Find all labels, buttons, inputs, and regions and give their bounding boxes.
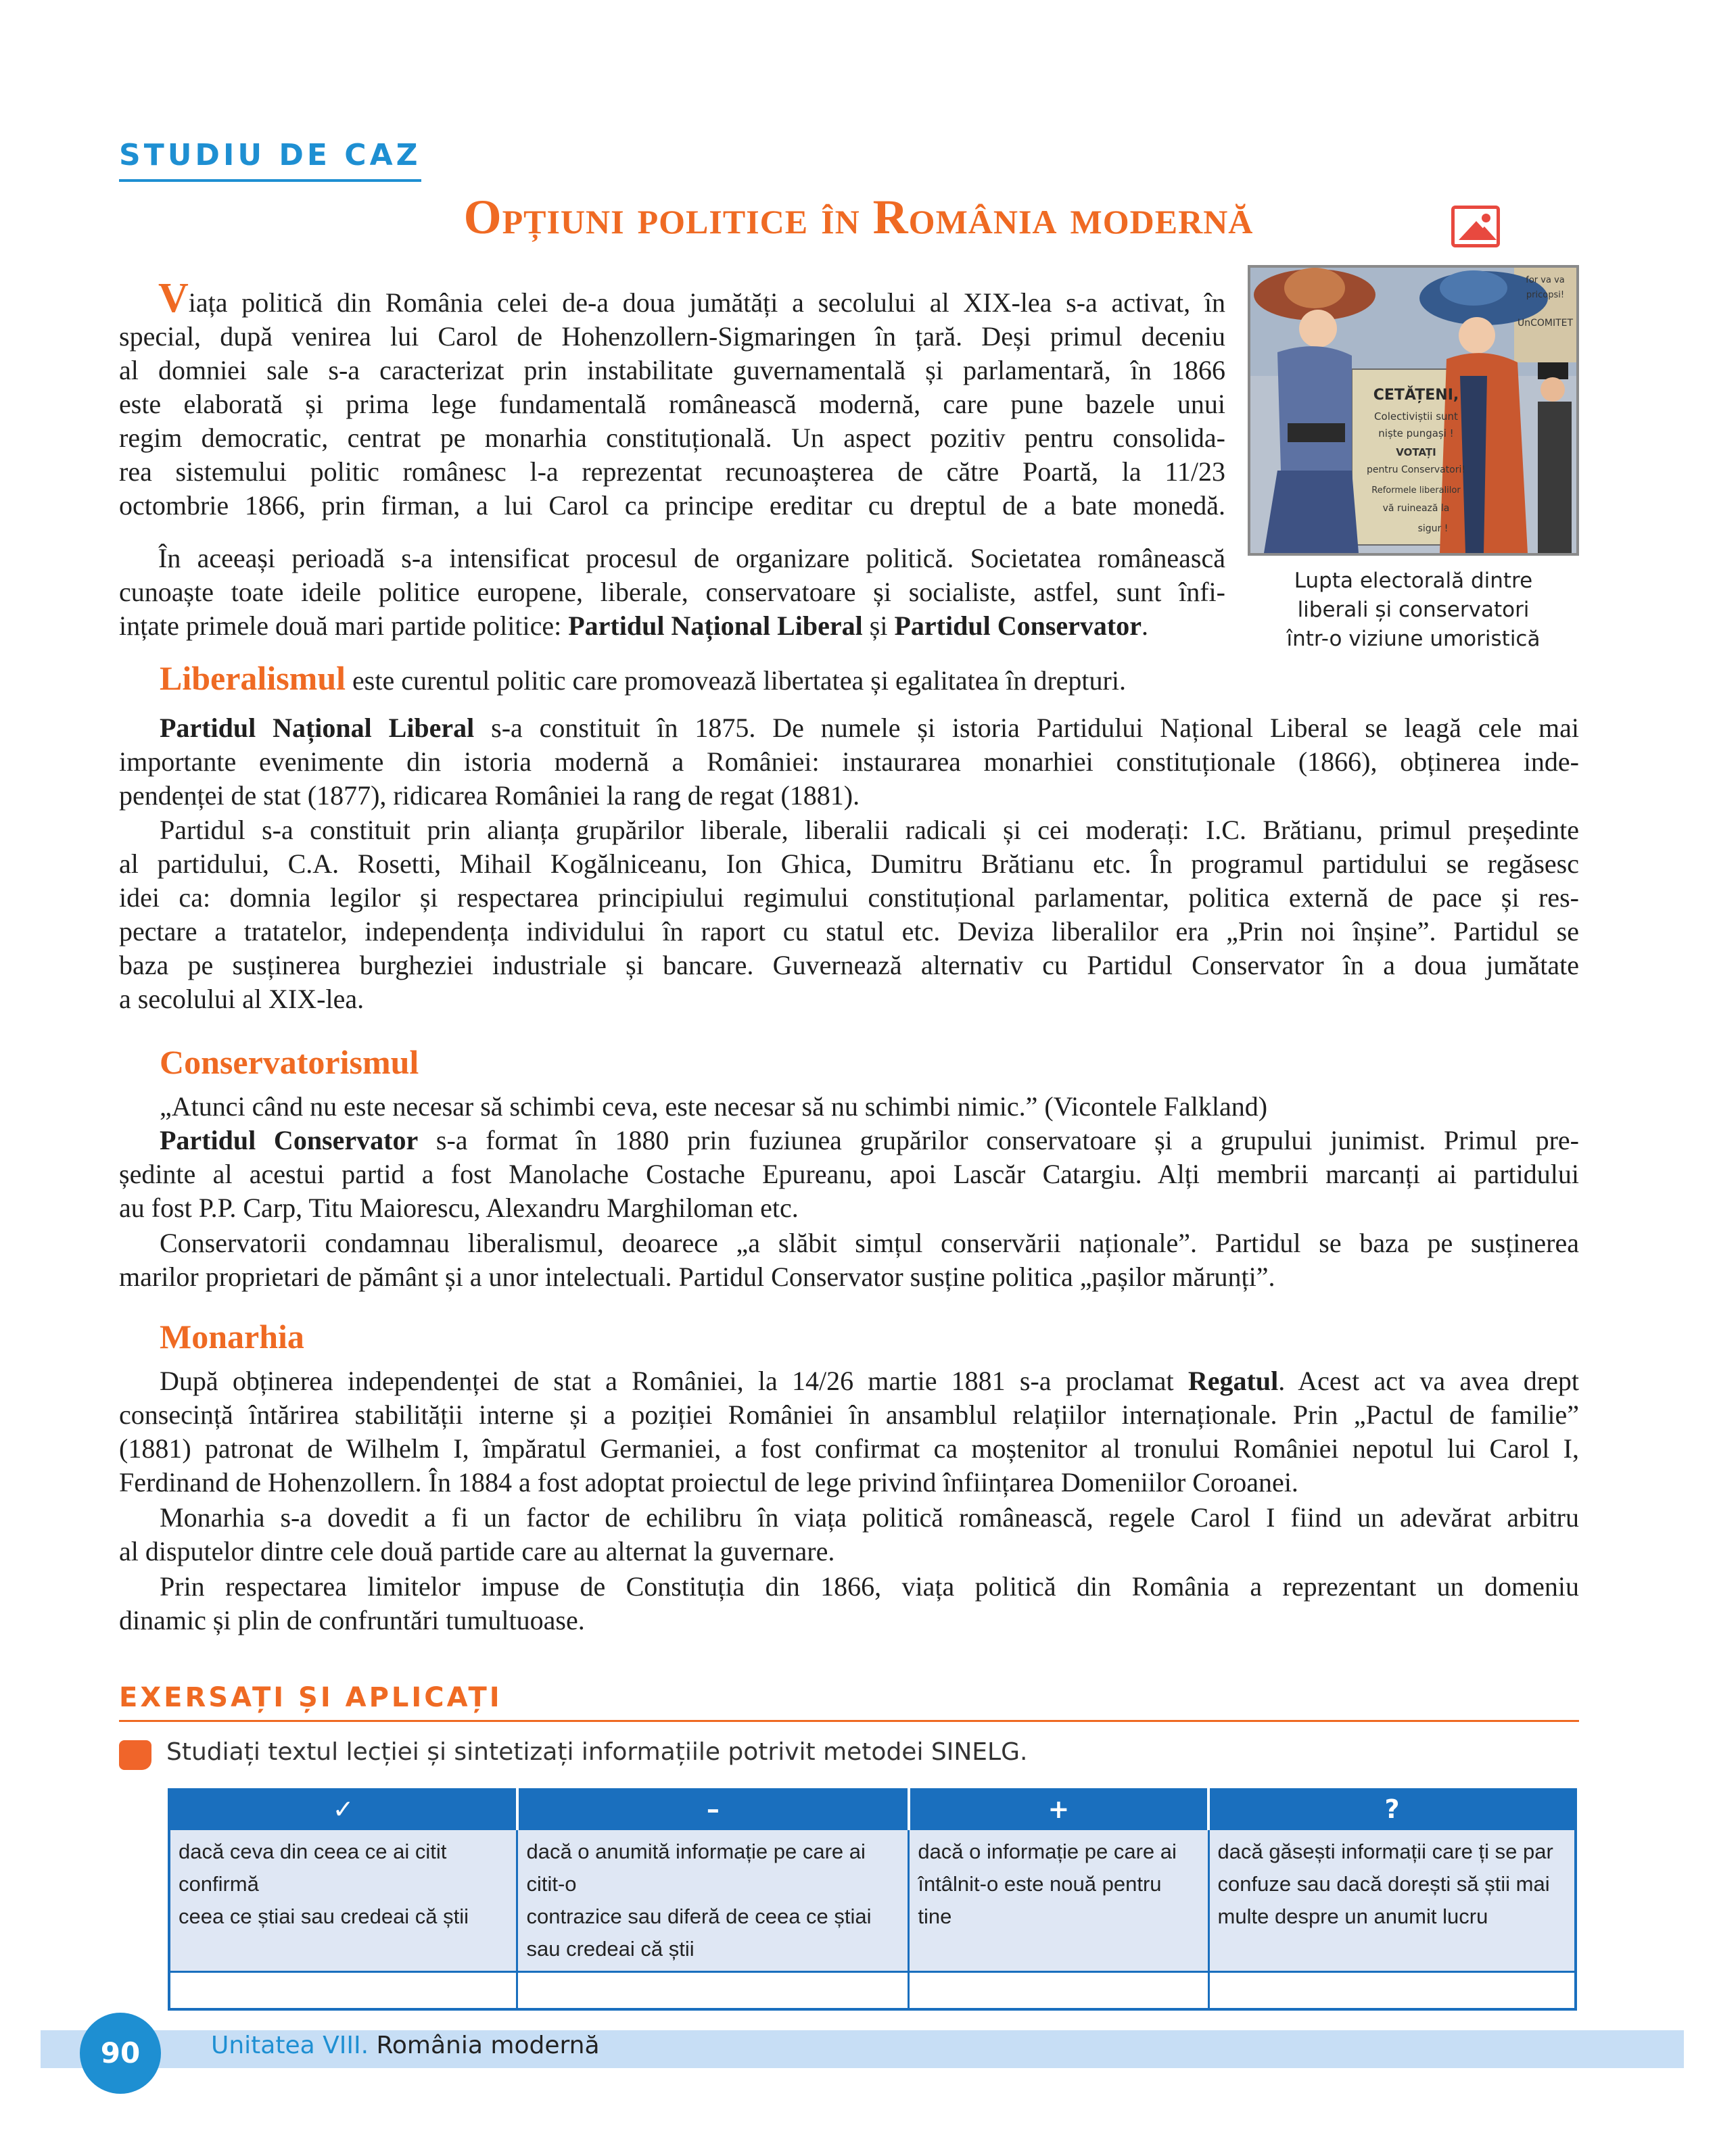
text-line: octombrie 1866, prin firman, a lui Carol ca principe ereditar cu dreptul de a bate monedă. [119, 490, 1225, 521]
conservatism-quote [119, 1090, 1579, 1124]
answer-cell[interactable] [517, 1971, 909, 2009]
text-fragment: . Acest act va avea drept [1278, 1366, 1579, 1396]
party-name-liberal: Partidul Național Liberal [568, 610, 863, 641]
cell-line: sau credeai că știi [526, 1936, 695, 1961]
liberalism-paragraph-2 [119, 813, 1579, 1016]
column-header-confirm: ✓ [169, 1790, 517, 1829]
intro-paragraph-2 [119, 542, 1225, 643]
unit-title: România modernă [376, 2032, 600, 2059]
text-line: Monarhia s-a dovedit a fi un factor de echilibru în viața politică românească, regele Carol I fiind un adevărat arbitru [160, 1502, 1579, 1533]
poster-line: sigur ! [1417, 523, 1449, 534]
monarchy-paragraph-3 [119, 1570, 1579, 1637]
liberalism-paragraph-1 [119, 711, 1579, 813]
cell-line: dacă o anumită informație pe care ai citit-o [526, 1839, 866, 1896]
text-line: Conservatorii condamnau liberalismul, deoarece „a slăbit simțul conservării naționale”. Partidul se baza pe susținerea [160, 1228, 1579, 1258]
bill-line: pricopsi! [1526, 290, 1565, 300]
text-fragment: . [1141, 610, 1148, 641]
text-line: (1881) patronat de Wilhelm I, împăratul Germaniei, a fost confirmat ca moștenitor al tronului României nepotul lui Carol I, [119, 1433, 1579, 1464]
table-cell [169, 1829, 517, 1971]
monarchy-paragraph-1 [119, 1364, 1579, 1500]
cell-line: ceea ce știai sau credeai că știi [179, 1904, 469, 1928]
text-line: dinamic și plin de confruntări tumultuoase. [119, 1605, 585, 1635]
text-fragment: și [862, 610, 895, 641]
poster-line: Reformele liberalilor [1371, 485, 1461, 496]
text-line: este curentul politic care promovează libertatea și egalitatea în drepturi. [346, 665, 1126, 696]
liberalism-intro [160, 661, 1309, 698]
quote-text: „Atunci când nu este necesar să schimbi ceva, este necesar să nu schimbi nimic.” (Vicontele Falkland) [160, 1091, 1268, 1122]
caption-line: într-o viziune umoristică [1286, 627, 1540, 651]
cell-line: contrazice sau diferă de ceea ce știai [526, 1904, 872, 1928]
term-regatul: Regatul [1187, 1366, 1279, 1396]
text-line: consecință întărirea stabilității interne și a poziției României în ansamblul relațiilor internaționale. Prin „Pactul de familie” [119, 1399, 1579, 1430]
column-header-new: + [909, 1790, 1208, 1829]
exercise-bullet-icon [119, 1740, 151, 1770]
conservatism-paragraph-1 [119, 1124, 1579, 1225]
text-line: pectare a tratatelor, independența individului în raport cu statul etc. Deviza liberalilor era „Prin noi înșine”. Partidul se [119, 916, 1579, 947]
text-line: au fost P.P. Carp, Titu Maiorescu, Alexandru Marghiloman etc. [119, 1193, 799, 1223]
sinelg-table [168, 1788, 1577, 2011]
text-line: iața politică din România celei de-a doua jumătăți a secolului al XIX-lea s-a activat, în [188, 287, 1225, 318]
cell-line: dacă ceva din ceea ce ai citit confirmă [179, 1839, 447, 1896]
party-name-liberal: Partidul Național Liberal [160, 713, 475, 743]
poster-line: VOTAȚI [1396, 446, 1436, 458]
table-cell [909, 1829, 1208, 1971]
drop-cap: V [158, 275, 189, 321]
intro-paragraph-1 [119, 275, 1225, 523]
electoral-cartoon-image [1248, 265, 1579, 556]
table-cell [1208, 1829, 1576, 1971]
text-line: idei ca: domnia legilor și respectarea principiului regimului constituțional parlamentar, politica externă de pace și res- [119, 882, 1579, 913]
poster-line: vă ruinează la [1382, 503, 1450, 514]
column-header-question: ? [1208, 1790, 1576, 1829]
text-line: ințate primele două mari partide politice: [119, 610, 569, 641]
monarchy-paragraph-2 [119, 1501, 1579, 1568]
text-line: special, după venirea lui Carol de Hohenzollern-Sigmaringen în țară. Deși primul deceniu [119, 321, 1225, 352]
poster-line: pentru Conservatori! [1367, 464, 1465, 475]
text-line: al domniei sale s-a caracterizat prin instabilitate guvernamentală și parlamentară, în 1866 [119, 355, 1225, 385]
image-icon[interactable] [1451, 206, 1500, 247]
party-name-conservator: Partidul Conservator [160, 1125, 419, 1155]
text-line: rea sistemului politic românesc l-a reprezentat recunoașterea de către Poartă, la 11/23 [119, 456, 1225, 487]
text-line: al disputelor dintre cele două partide care au alternat la guvernare. [119, 1536, 835, 1566]
text-line: importante evenimente din istoria modernă a României: instaurarea monarhiei constituționale (1866), obținerea inde- [119, 746, 1579, 777]
cell-line: confuze sau dacă dorești să știi mai [1217, 1871, 1550, 1896]
exercise-instruction: Studiați textul lecției și sintetizați informațiile potrivit metodei SINELG. [166, 1738, 1028, 1766]
text-line: După obținerea independenței de stat a României, la 14/26 martie 1881 s-a proclamat [160, 1366, 1188, 1396]
footer-unit [211, 2032, 600, 2059]
party-name-conservator: Partidul Conservator [894, 610, 1142, 641]
cell-line: multe despre un anumit lucru [1217, 1904, 1488, 1928]
text-line: s-a format în 1880 prin fuziunea grupărilor conservatoare și a grupului junimist. Primul pre- [418, 1125, 1579, 1155]
text-line: a secolului al XIX-lea. [119, 984, 364, 1014]
poster-title: CETĂȚENI, [1373, 387, 1459, 404]
text-line: baza pe susținerea burgheziei industriale și bancare. Guvernează alternativ cu Partidul Conservator în a doua jumătate [119, 950, 1579, 980]
text-line: În aceeași perioadă s-a intensificat procesul de organizare politică. Societatea românească [158, 543, 1225, 573]
liberalism-heading: Liberalismul [160, 659, 346, 697]
cell-line: întâlnit-o este nouă pentru tine [918, 1871, 1162, 1928]
page-title: Opțiuni politice în România modernă [463, 190, 1254, 244]
text-line: Ferdinand de Hohenzollern. În 1884 a fost adoptat proiectul de lege privind înființarea Domeniilor Coroanei. [119, 1467, 1298, 1498]
bill-line: for va va [1526, 275, 1565, 285]
text-line: s-a constituit în 1875. De numele și istoria Partidului Național Liberal se leagă cele mai [474, 713, 1579, 743]
exercises-title: EXERSAȚI ȘI APLICAȚI [119, 1682, 1579, 1722]
answer-cell[interactable] [909, 1971, 1208, 2009]
caption-line: Lupta electorală dintre [1294, 569, 1533, 593]
text-line: este elaborată și prima lege fundamentală românească modernă, care pune bazele unui [119, 389, 1225, 419]
text-line: pendenței de stat (1877), ridicarea României la rang de regat (1881). [119, 780, 860, 811]
caption-line: liberali și conservatori [1297, 598, 1530, 622]
poster-line: Colectiviștii sunt [1374, 410, 1458, 423]
table-cell [517, 1829, 909, 1971]
monarchy-heading: Monarhia [160, 1318, 304, 1356]
text-line: cunoaște toate ideile politice europene, liberale, conservatoare și socialiste, astfel, sunt înfi- [119, 577, 1225, 607]
conservatism-paragraph-2 [119, 1226, 1579, 1294]
text-line: Partidul s-a constituit prin alianța grupărilor liberale, liberalii radicali și cei moderați: I.C. Brătianu, primul președinte [160, 815, 1579, 845]
answer-cell[interactable] [1208, 1971, 1576, 2009]
poster-line: niște pungași ! [1378, 427, 1454, 439]
text-line: ședinte al acestui partid a fost Manolache Costache Epureanu, apoi Lascăr Catargiu. Alți membrii marcanți ai partidului [119, 1159, 1579, 1189]
conservatism-heading: Conservatorismul [160, 1043, 419, 1081]
unit-label: Unitatea VIII. [211, 2032, 369, 2059]
bill-line: UnCOMITET [1517, 318, 1574, 329]
text-line: al partidului, C.A. Rosetti, Mihail Kogălniceanu, Ion Ghica, Dumitru Brătianu etc. În programul partidului se regăsesc [119, 848, 1579, 879]
image-caption [1248, 567, 1579, 654]
cell-line: dacă o informație pe care ai [918, 1839, 1177, 1863]
page-number: 90 [80, 2013, 161, 2094]
column-header-contradict: – [517, 1790, 909, 1829]
answer-cell[interactable] [169, 1971, 517, 2009]
cell-line: dacă găsești informații care ți se par [1217, 1839, 1553, 1863]
text-line: Prin respectarea limitelor impuse de Constituția din 1866, viața politică din România a reprezentant un domeniu [160, 1571, 1579, 1602]
text-line: marilor proprietari de pământ și a unor intelectuali. Partidul Conservator susține politica „pașilor mărunți”. [119, 1262, 1275, 1292]
text-line: regim democratic, centrat pe monarhia constituțională. Un aspect pozitiv pentru consolida- [119, 423, 1225, 453]
section-label: STUDIU DE CAZ [119, 138, 421, 182]
